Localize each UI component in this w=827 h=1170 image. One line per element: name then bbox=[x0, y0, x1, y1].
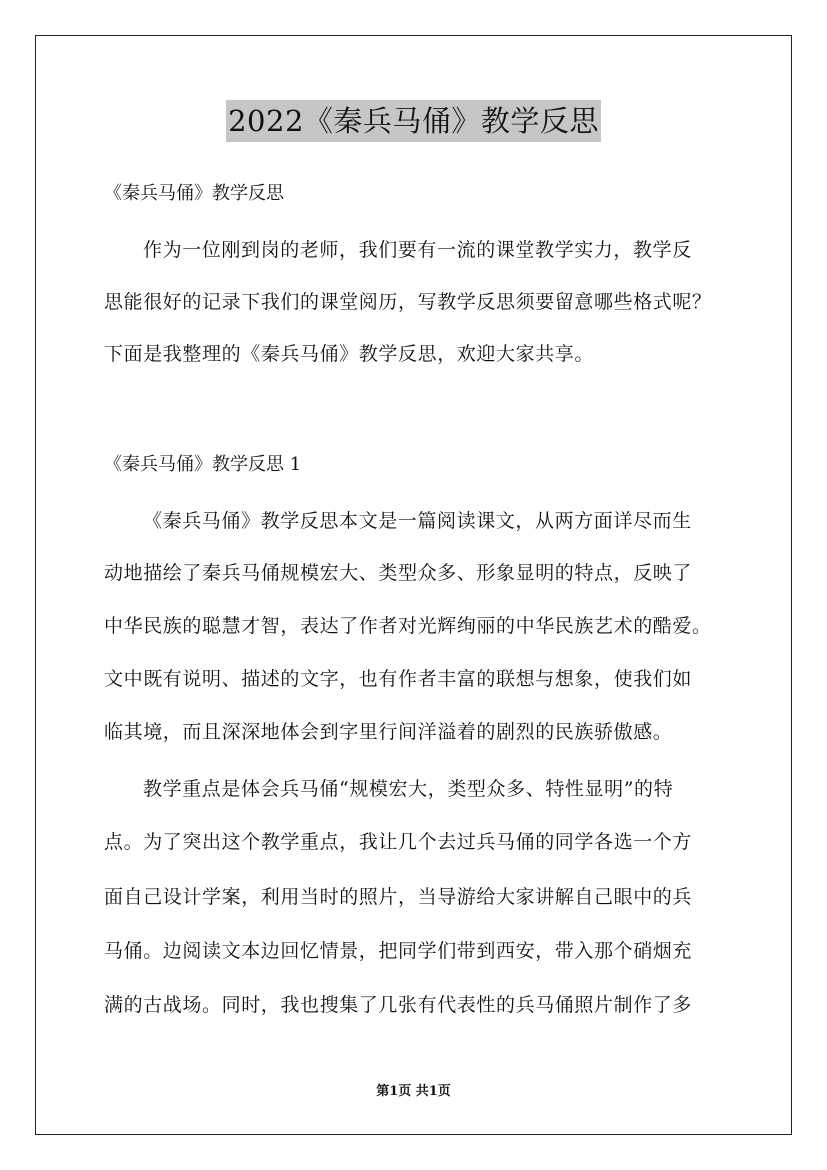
section1-para2-line-3: 面自己设计学案，利用当时的照片，当导游给大家讲解自己眼中的兵 bbox=[104, 886, 693, 908]
section1-para1-line-1: 《秦兵马俑》教学反思本文是一篇阅读课文，从两方面详尽而生 bbox=[143, 510, 692, 532]
section1-para1-line-4: 文中既有说明、描述的文字，也有作者丰富的联想与想象，使我们如 bbox=[104, 668, 693, 690]
intro-line-2: 思能很好的记录下我们的课堂阅历，写教学反思须要留意哪些格式呢？ bbox=[104, 291, 712, 313]
section1-para2-line-5: 满的古战场。同时，我也搜集了几张有代表性的兵马俑照片制作了多 bbox=[104, 994, 693, 1016]
intro-line-3: 下面是我整理的《秦兵马俑》教学反思，欢迎大家共享。 bbox=[104, 343, 595, 365]
section1-para2-line-1: 教学重点是体会兵马俑“规模宏大，类型众多、特性显明”的特 bbox=[143, 778, 674, 800]
section1-para1-line-5: 临其境，而且深深地体会到字里行间洋溢着的剧烈的民族骄傲感。 bbox=[104, 721, 673, 743]
section1-para2-line-4: 马俑。边阅读文本边回忆情景，把同学们带到西安，带入那个硝烟充 bbox=[104, 940, 693, 962]
intro-heading: 《秦兵马俑》教学反思 bbox=[104, 183, 284, 204]
intro-line-1: 作为一位刚到岗的老师，我们要有一流的课堂教学实力，教学反 bbox=[143, 239, 692, 261]
section1-para1-line-2: 动地描绘了秦兵马俑规模宏大、类型众多、形象显明的特点，反映了 bbox=[104, 562, 693, 584]
title-wrap bbox=[0, 100, 827, 142]
section1-para1-line-3: 中华民族的聪慧才智，表达了作者对光辉绚丽的中华民族艺术的酷爱。 bbox=[104, 615, 712, 637]
section1-heading: 《秦兵马俑》教学反思 1 bbox=[104, 454, 302, 475]
document-title: 2022《秦兵马俑》教学反思 bbox=[226, 100, 601, 142]
section1-para2-line-2: 点。为了突出这个教学重点，我让几个去过兵马俑的同学各选一个方 bbox=[104, 831, 693, 853]
page-footer: 第1页 共1页 bbox=[376, 1084, 451, 1099]
